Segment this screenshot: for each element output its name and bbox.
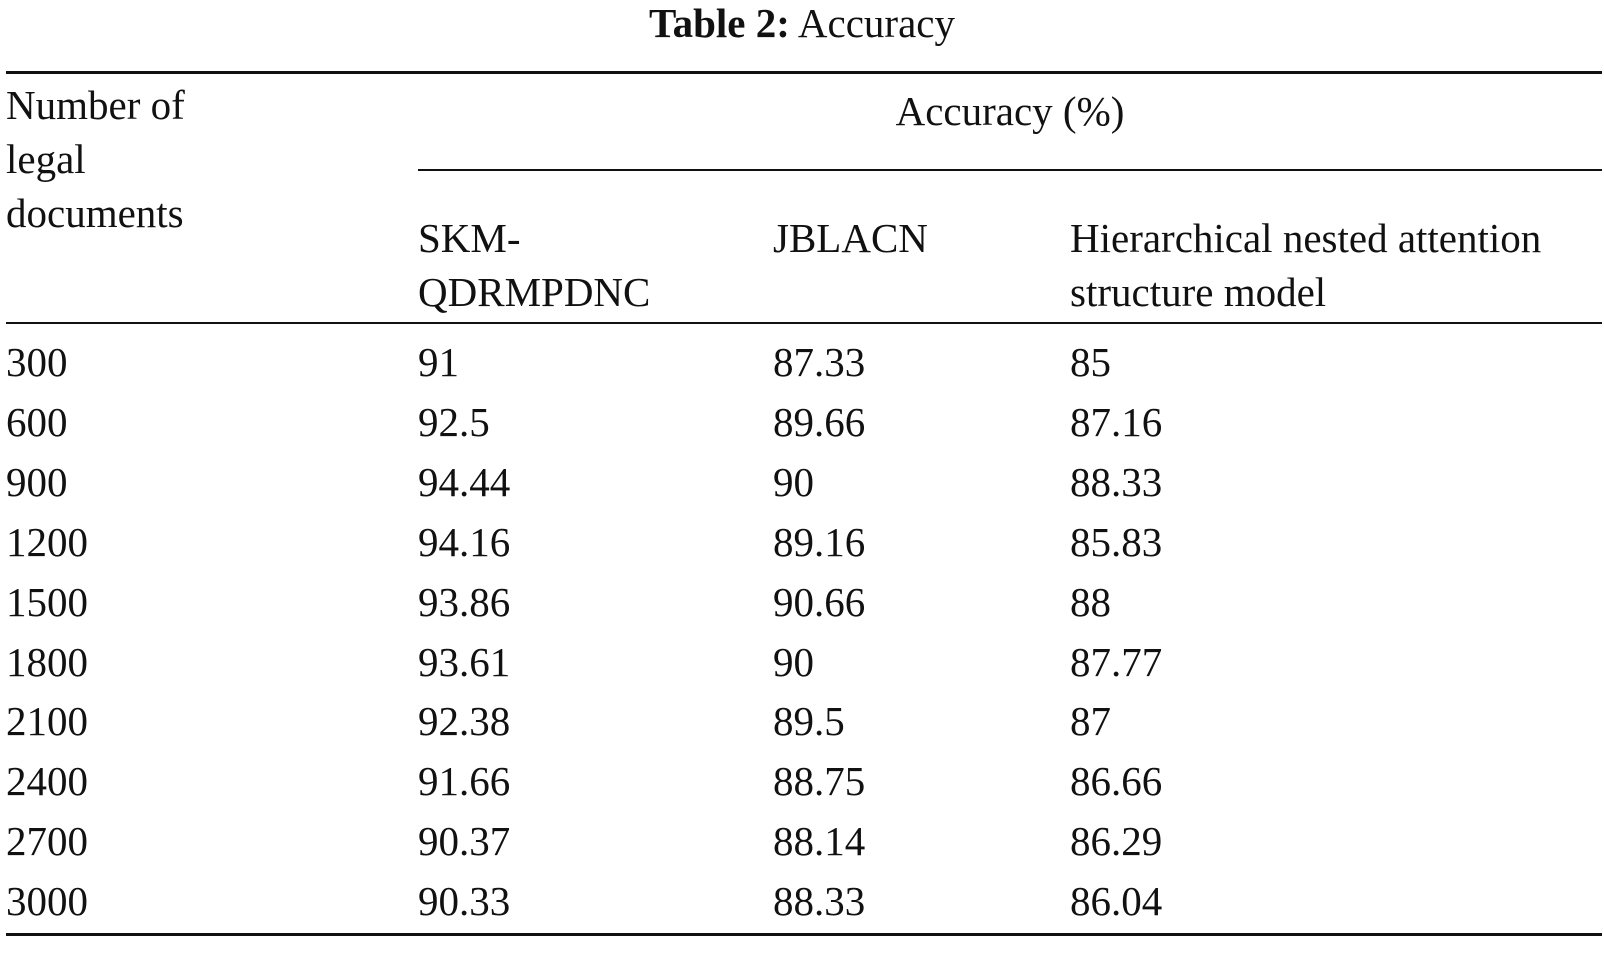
table-cell: 87.33 [773,339,866,385]
table-cell: 86.29 [1070,818,1163,864]
table-cell: 91.66 [418,758,511,804]
table-caption [0,0,1604,48]
table-cell: 92.38 [418,698,511,744]
column-header-jblacn: JBLACN [773,215,928,261]
header-rule [6,322,1602,324]
table-cell: 90.37 [418,818,511,864]
table-caption-title: Accuracy [797,0,955,46]
table-cell: 91 [418,339,459,385]
top-rule [6,71,1602,74]
table-cell: 90 [773,459,814,505]
group-header: Accuracy (%) [895,88,1125,134]
table-cell: 89.16 [773,519,866,565]
table-cell: 90.66 [773,579,866,625]
row-header-cell: 3000 [6,878,88,924]
row-header-cell: 300 [6,339,68,385]
row-header-cell: 2100 [6,698,88,744]
table-cell: 89.66 [773,399,866,445]
group-header-rule [418,169,1602,171]
table-cell: 88.33 [773,878,866,924]
column-header-hierarchical-model: Hierarchical nested attention structure model [1070,215,1542,315]
table-cell: 86.66 [1070,758,1163,804]
row-header-cell: 1200 [6,519,88,565]
table-cell: 94.16 [418,519,511,565]
table-cell: 87.16 [1070,399,1163,445]
row-header-cell: 2400 [6,758,88,804]
table-cell: 90 [773,639,814,685]
row-header-cell: 600 [6,399,68,445]
table-cell: 87.77 [1070,639,1163,685]
table-cell: 93.86 [418,579,511,625]
table-caption-label: Table 2: [649,0,790,46]
table-cell: 88.14 [773,818,866,864]
row-header-cell: 1800 [6,639,88,685]
row-header-cell: 2700 [6,818,88,864]
table-cell: 85.83 [1070,519,1163,565]
table-cell: 88.75 [773,758,866,804]
table-cell: 88.33 [1070,459,1163,505]
table-cell: 88 [1070,579,1111,625]
table-cell: 92.5 [418,399,490,445]
table-cell: 89.5 [773,698,845,744]
table-cell: 86.04 [1070,878,1163,924]
bottom-rule [6,933,1602,936]
table-cell: 93.61 [418,639,511,685]
row-header-cell: 900 [6,459,68,505]
row-header-cell: 1500 [6,579,88,625]
table-cell: 90.33 [418,878,511,924]
stub-header: Number of legal documents [6,82,185,236]
table-cell: 85 [1070,339,1111,385]
column-header-skm-qdrmpdnc: SKM-QDRMPDNC [418,215,651,315]
table-cell: 87 [1070,698,1111,744]
table-cell: 94.44 [418,459,511,505]
